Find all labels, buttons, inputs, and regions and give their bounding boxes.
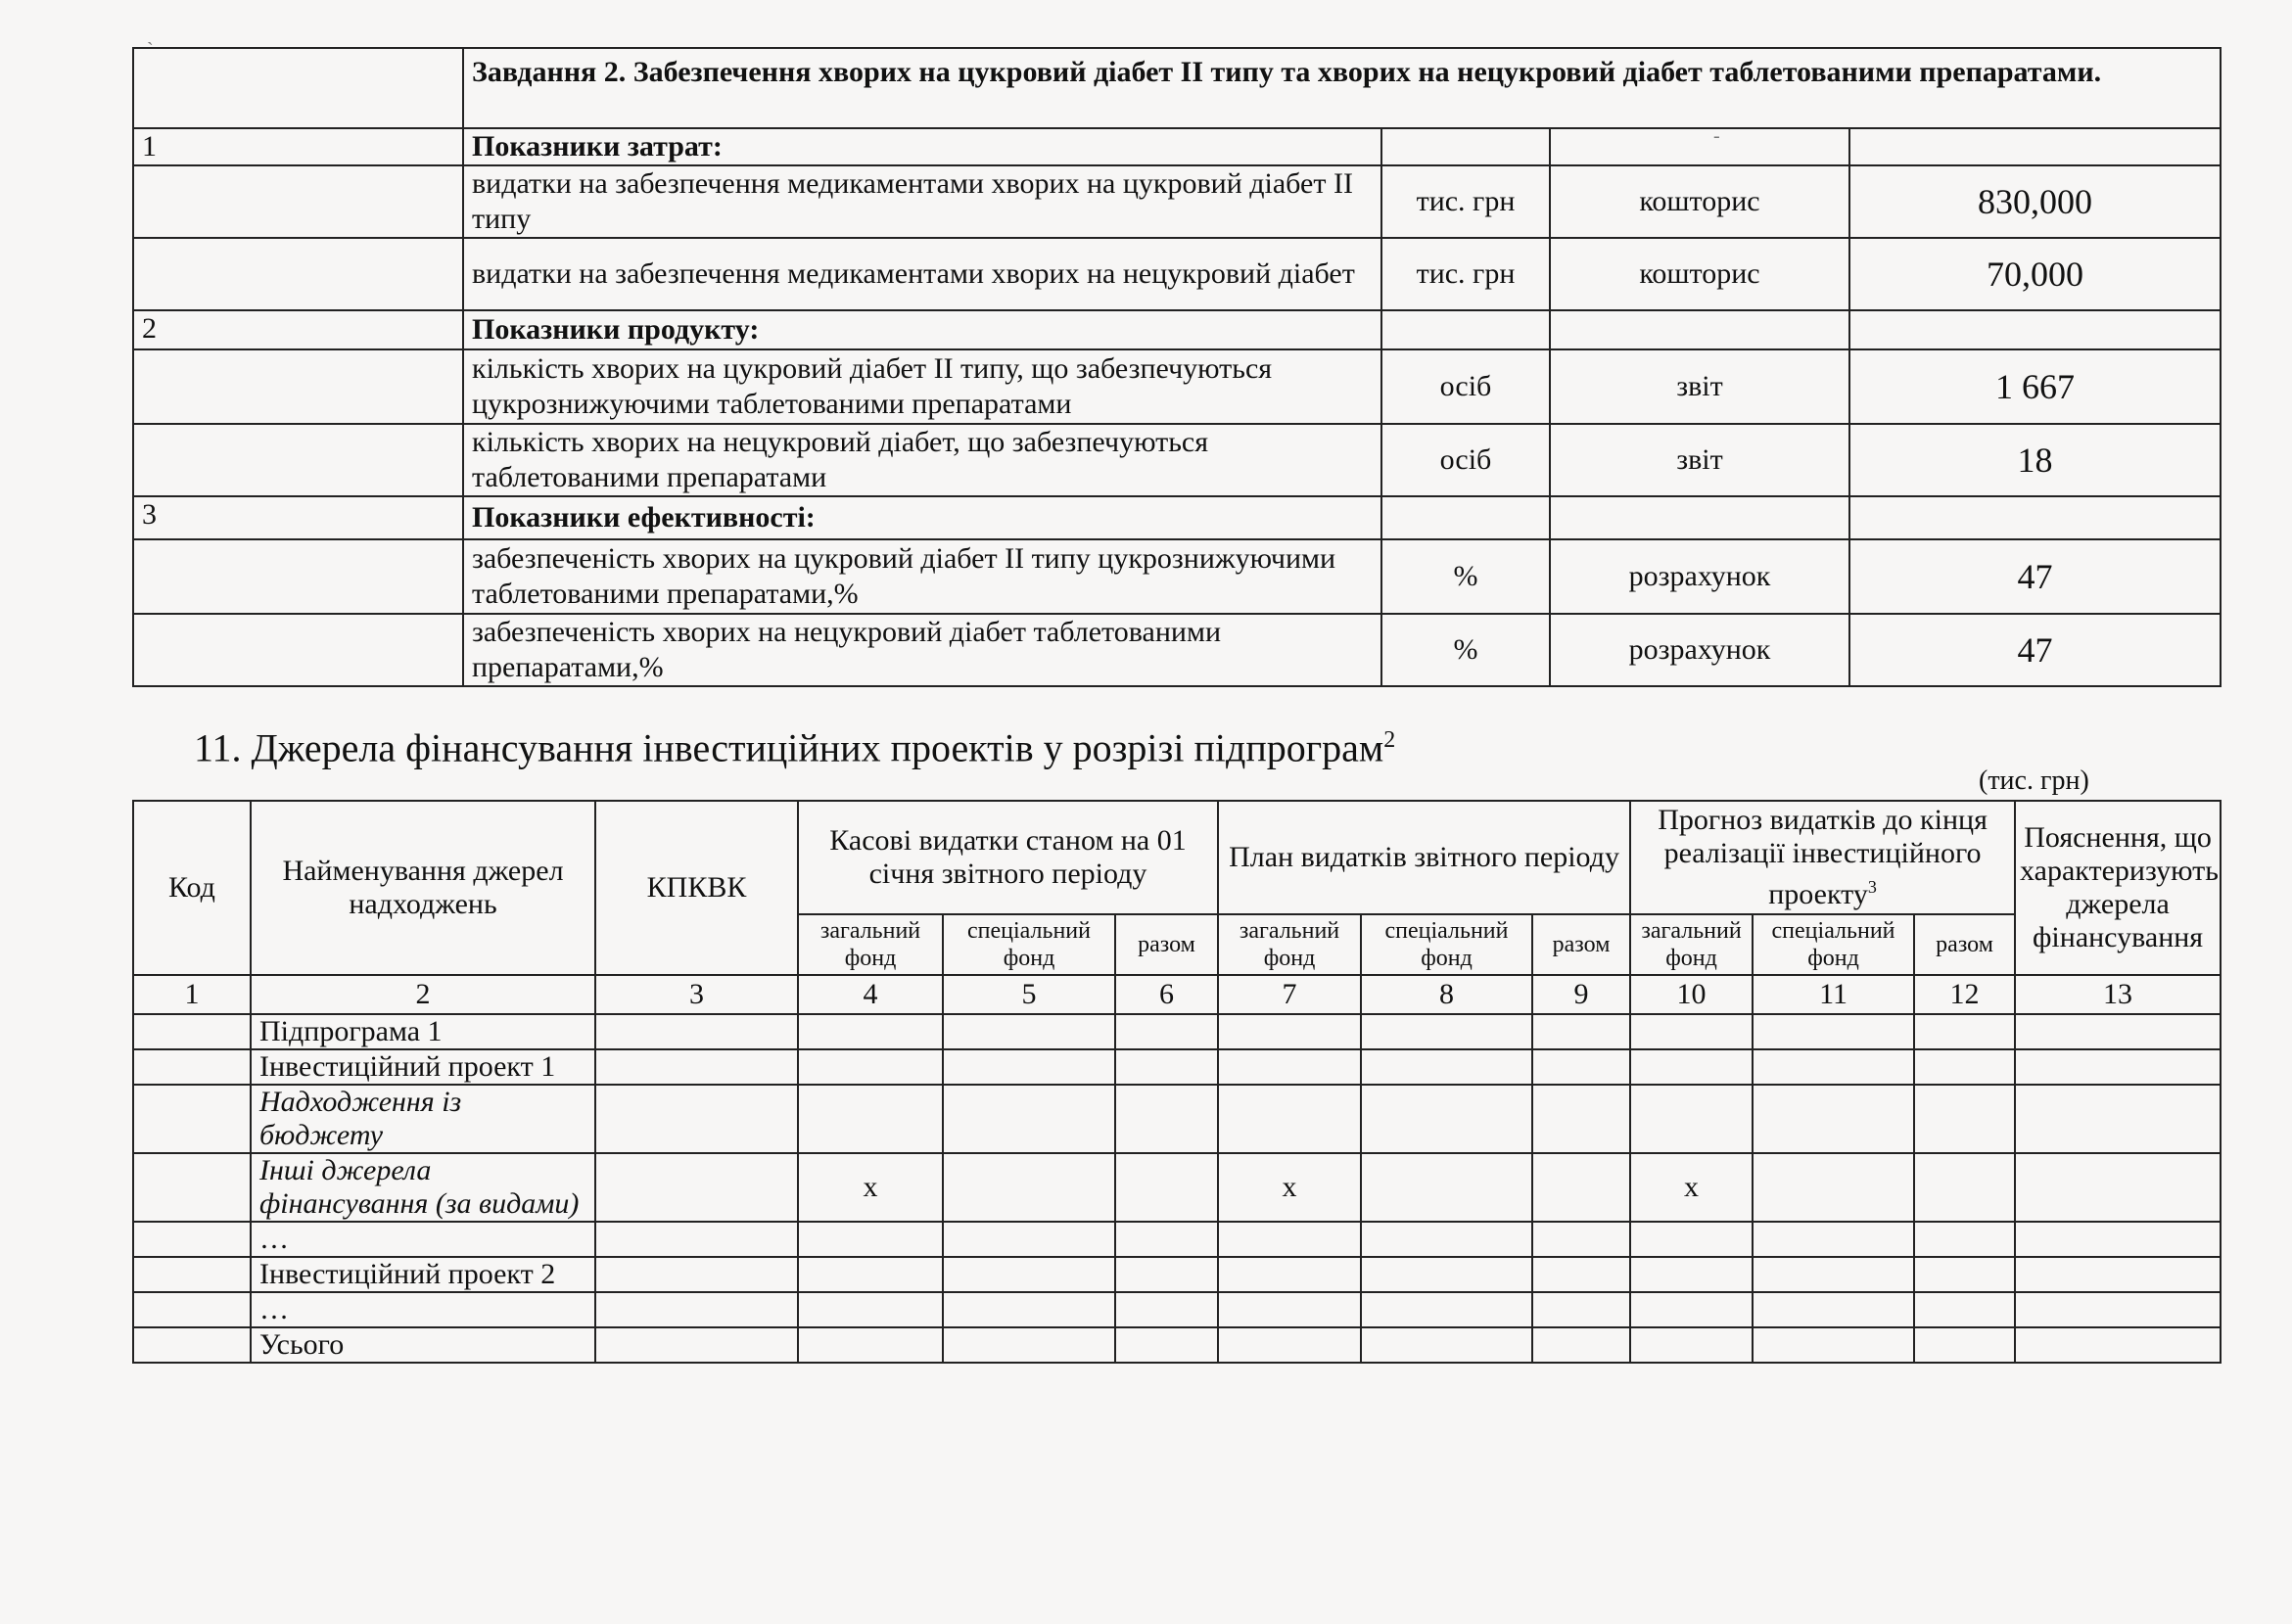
empty-cell [798,1257,943,1292]
col-number: 13 [2015,975,2221,1014]
empty-cell [1532,1257,1630,1292]
funding-row [133,1292,2221,1327]
section-heading-row [133,128,2221,165]
indicator-value: 47 [1849,539,2221,614]
col-header-plan: План видатків звітного періоду [1218,801,1630,914]
section-heading-row [133,496,2221,539]
x-mark: х [1630,1153,1753,1222]
indicator-row [133,614,2221,686]
empty-cell [798,1292,943,1327]
empty-cell [2015,1014,2221,1049]
indicator-row [133,349,2221,424]
empty-cell [1630,1327,1753,1363]
funding-row [133,1257,2221,1292]
indicator-unit: осіб [1381,424,1550,496]
empty-cell [1753,1222,1914,1257]
col-number: 7 [1218,975,1361,1014]
empty-cell [133,1014,251,1049]
empty-cell [1914,1014,2015,1049]
task-title: Завдання 2. Забезпечення хворих на цукровий діабет ІІ типу та хворих на нецукровий діабет таблетованими препаратами. [463,48,2221,128]
empty-cell [1361,1292,1532,1327]
x-mark: х [1218,1153,1361,1222]
indicator-source: звіт [1550,424,1849,496]
indicator-value: 18 [1849,424,2221,496]
empty-cell [133,1327,251,1363]
empty-cell [2015,1327,2221,1363]
indicator-name: забезпеченість хворих на нецукровий діабет таблетованими препаратами,% [463,614,1381,686]
indicator-unit: % [1381,539,1550,614]
empty-cell [943,1222,1115,1257]
empty-cell [1753,1292,1914,1327]
indicator-row [133,238,2221,310]
col-header-explain: Пояснення, що характеризують джерела фінансування [2015,801,2221,975]
col-number: 11 [1753,975,1914,1014]
scan-mark: - [1713,125,1720,147]
funding-row [133,1085,2221,1153]
empty-cell [1218,1257,1361,1292]
footnote-mark: 3 [1867,877,1877,897]
task-indicators-table [132,47,2222,687]
empty-cell [1630,1049,1753,1085]
indicator-unit: % [1381,614,1550,686]
empty-cell [1361,1327,1532,1363]
empty-cell [133,1222,251,1257]
empty-cell [1115,1014,1218,1049]
funding-row-label: Підпрограма 1 [251,1014,595,1049]
empty-cell [1532,1014,1630,1049]
empty-cell [595,1222,798,1257]
empty-cell [1115,1049,1218,1085]
funding-row-label: Інші джерела фінансування (за видами) [251,1153,595,1222]
empty-cell [1218,1327,1361,1363]
indicator-source: розрахунок [1550,539,1849,614]
subheader-special: спеціальний фонд [1753,914,1914,975]
forecast-header-text: Прогноз видатків до кінця реалізації інвестиційного проекту [1658,804,1988,910]
empty-cell [595,1085,798,1153]
section-number: 1 [133,128,463,165]
indicator-name: кількість хворих на цукровий діабет ІІ типу, що забезпечуються цукрознижуючими таблетованими препаратами [463,349,1381,424]
col-number: 6 [1115,975,1218,1014]
empty-cell [943,1014,1115,1049]
empty-cell [1914,1292,2015,1327]
empty-cell [798,1085,943,1153]
footnote-mark: 2 [1383,727,1396,753]
empty-cell [595,1327,798,1363]
empty-cell [1361,1222,1532,1257]
empty-cell [1753,1257,1914,1292]
empty-cell [133,1292,251,1327]
indicator-unit: осіб [1381,349,1550,424]
col-number: 10 [1630,975,1753,1014]
empty-cell [1914,1327,2015,1363]
empty-cell [1914,1222,2015,1257]
empty-cell [1914,1153,2015,1222]
empty-cell [1753,1153,1914,1222]
empty-cell [2015,1049,2221,1085]
empty-cell [595,1153,798,1222]
empty-cell [595,1292,798,1327]
funding-row [133,1049,2221,1085]
col-number: 8 [1361,975,1532,1014]
col-number: 1 [133,975,251,1014]
empty-cell [1753,1049,1914,1085]
unit-note: (тис. грн) [1979,766,2089,796]
header-row [133,801,2221,914]
indicator-name: видатки на забезпечення медикаментами хворих на нецукровий діабет [463,238,1381,310]
funding-sources-table [132,800,2222,1364]
subheader-special: спеціальний фонд [943,914,1115,975]
indicator-unit: тис. грн [1381,238,1550,310]
empty-cell [2015,1257,2221,1292]
funding-row-label: Надходження із бюджету [251,1085,595,1153]
empty-cell [1532,1222,1630,1257]
empty-cell [798,1014,943,1049]
funding-rows [133,1014,2221,1363]
empty-cell [1115,1327,1218,1363]
empty-cell [595,1014,798,1049]
empty-cell [1753,1327,1914,1363]
empty-cell [1630,1257,1753,1292]
empty-cell [1218,1222,1361,1257]
funding-row [133,1222,2221,1257]
empty-cell [798,1049,943,1085]
empty-cell [1532,1292,1630,1327]
empty-cell [1532,1327,1630,1363]
indicator-row [133,165,2221,238]
funding-row-label: … [251,1222,595,1257]
empty-cell [1532,1085,1630,1153]
empty-cell [133,1153,251,1222]
funding-row [133,1014,2221,1049]
subheader-general: загальний фонд [1218,914,1361,975]
empty-cell [2015,1085,2221,1153]
empty-cell [1115,1257,1218,1292]
empty-cell [1914,1257,2015,1292]
indicator-row [133,424,2221,496]
empty-cell [133,1049,251,1085]
empty-cell [1115,1153,1218,1222]
empty-cell [1218,1085,1361,1153]
empty-cell [133,1085,251,1153]
empty-cell [2015,1153,2221,1222]
col-header-name: Найменування джерел надходжень [251,801,595,975]
empty-cell [1218,1049,1361,1085]
col-number: 2 [251,975,595,1014]
indicator-row [133,539,2221,614]
subheader-general: загальний фонд [1630,914,1753,975]
indicator-value: 70,000 [1849,238,2221,310]
empty-cell [2015,1292,2221,1327]
empty-cell [1361,1153,1532,1222]
section-11-title-text: 11. Джерела фінансування інвестиційних проектів у розрізі підпрограм [194,725,1384,770]
scan-mark: ` [147,39,154,61]
empty-cell [943,1292,1115,1327]
indicator-name: забезпеченість хворих на цукровий діабет ІІ типу цукрознижуючими таблетованими препаратами,% [463,539,1381,614]
funding-row-label: Усього [251,1327,595,1363]
empty-cell [1753,1085,1914,1153]
col-header-cash: Касові видатки станом на 01 січня звітного періоду [798,801,1218,914]
subheader-total: разом [1532,914,1630,975]
empty-cell [595,1049,798,1085]
funding-row-label: Інвестиційний проект 2 [251,1257,595,1292]
empty-cell [1914,1085,2015,1153]
col-header-kpkvk: КПКВК [595,801,798,975]
indicator-source: кошторис [1550,238,1849,310]
empty-cell [133,1257,251,1292]
empty-cell [1361,1049,1532,1085]
empty-cell [1630,1222,1753,1257]
empty-cell [798,1222,943,1257]
subheader-total: разом [1115,914,1218,975]
empty-cell [1361,1014,1532,1049]
empty-cell [1914,1049,2015,1085]
subheader-special: спеціальний фонд [1361,914,1532,975]
empty-cell [1115,1292,1218,1327]
empty-cell [798,1327,943,1363]
indicator-value: 47 [1849,614,2221,686]
indicator-source: розрахунок [1550,614,1849,686]
empty-cell [943,1153,1115,1222]
empty-cell [1753,1014,1914,1049]
empty-cell [943,1085,1115,1153]
section-heading: Показники продукту: [463,310,1381,349]
indicator-value: 1 667 [1849,349,2221,424]
empty-cell [1532,1153,1630,1222]
empty-cell [1115,1222,1218,1257]
indicator-unit: тис. грн [1381,165,1550,238]
col-number: 3 [595,975,798,1014]
col-header-code: Код [133,801,251,975]
empty-cell [1218,1292,1361,1327]
empty-cell [943,1049,1115,1085]
empty-cell [1630,1085,1753,1153]
x-mark: х [798,1153,943,1222]
indicator-name: видатки на забезпечення медикаментами хворих на цукровий діабет ІІ типу [463,165,1381,238]
empty-cell [943,1327,1115,1363]
task-title-row [133,48,2221,128]
section-number: 3 [133,496,463,539]
col-header-forecast [1630,801,2015,914]
column-numbers-row [133,975,2221,1014]
funding-row [133,1327,2221,1363]
empty-cell [1630,1014,1753,1049]
funding-row-label: Інвестиційний проект 1 [251,1049,595,1085]
empty-cell [1532,1049,1630,1085]
col-number: 5 [943,975,1115,1014]
funding-row-label: … [251,1292,595,1327]
section-heading-row [133,310,2221,349]
section-number: 2 [133,310,463,349]
empty-cell [595,1257,798,1292]
empty-cell [1361,1085,1532,1153]
empty-cell [2015,1222,2221,1257]
indicator-name: кількість хворих на нецукровий діабет, що забезпечуються таблетованими препаратами [463,424,1381,496]
empty-cell [1218,1014,1361,1049]
col-number: 12 [1914,975,2015,1014]
section-11-title [194,717,1395,771]
subheader-total: разом [1914,914,2015,975]
empty-cell [1115,1085,1218,1153]
section-heading: Показники затрат: [463,128,1381,165]
col-number: 4 [798,975,943,1014]
empty-cell [1361,1257,1532,1292]
indicator-source: звіт [1550,349,1849,424]
subheader-general: загальний фонд [798,914,943,975]
funding-row [133,1153,2221,1222]
section-heading: Показники ефективності: [463,496,1381,539]
empty-cell [1630,1292,1753,1327]
indicator-source: кошторис [1550,165,1849,238]
col-number: 9 [1532,975,1630,1014]
empty-cell [943,1257,1115,1292]
indicator-value: 830,000 [1849,165,2221,238]
